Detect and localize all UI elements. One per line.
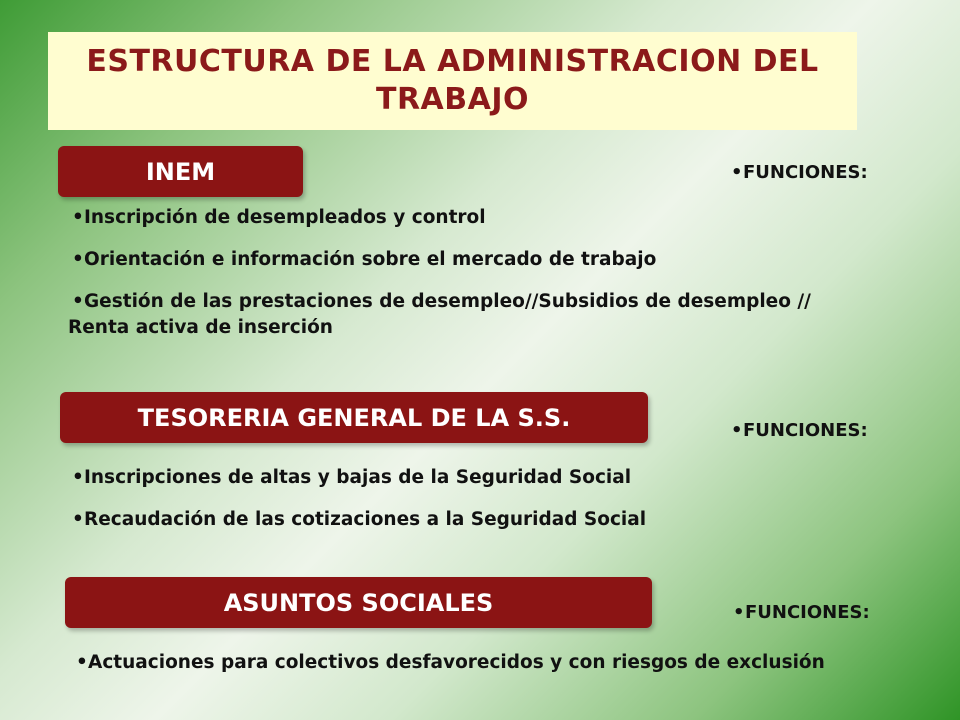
bullet-icon: •: [72, 249, 84, 270]
page-title: ESTRUCTURA DE LA ADMINISTRACION DEL TRABAJO: [86, 44, 819, 117]
bullet-icon: •: [72, 291, 84, 312]
bullet-icon: •: [733, 602, 745, 623]
list-item: [68, 289, 838, 341]
list-item-text: Gestión de las prestaciones de desempleo//Subsidios de desempleo // Renta activa de inserción: [68, 291, 811, 338]
funciones-text: FUNCIONES:: [743, 162, 868, 183]
inem-functions-list: [68, 205, 852, 341]
title-box: [48, 32, 857, 130]
list-item: [72, 205, 852, 231]
list-item: [76, 650, 896, 676]
funciones-text: FUNCIONES:: [745, 602, 870, 623]
section-label-text: TESORERIA GENERAL DE LA S.S.: [137, 403, 571, 432]
section-label-text: ASUNTOS SOCIALES: [223, 588, 494, 617]
funciones-label-tesoreria: [731, 420, 868, 441]
section-label-text: INEM: [145, 157, 216, 186]
list-item-text: Recaudación de las cotizaciones a la Seguridad Social: [84, 509, 647, 530]
list-item-text: Actuaciones para colectivos desfavorecidos y con riesgos de exclusión: [88, 652, 825, 673]
tesoreria-functions-list: [72, 465, 872, 533]
funciones-label-inem: [731, 162, 868, 183]
bullet-icon: •: [76, 652, 88, 673]
list-item: [72, 465, 872, 491]
section-label-tesoreria: [60, 392, 648, 443]
funciones-label-asuntos-sociales: [733, 602, 870, 623]
section-label-asuntos-sociales: [65, 577, 652, 628]
section-label-inem: [58, 146, 303, 197]
list-item-text: Inscripciones de altas y bajas de la Seguridad Social: [84, 467, 632, 488]
bullet-icon: •: [72, 509, 84, 530]
bullet-icon: •: [731, 420, 743, 441]
bullet-icon: •: [731, 162, 743, 183]
asuntos-sociales-functions-list: [76, 650, 896, 676]
list-item: [72, 507, 872, 533]
funciones-text: FUNCIONES:: [743, 420, 868, 441]
bullet-icon: •: [72, 467, 84, 488]
list-item-text: Orientación e información sobre el mercado de trabajo: [84, 249, 657, 270]
list-item-text: Inscripción de desempleados y control: [84, 207, 486, 228]
bullet-icon: •: [72, 207, 84, 228]
list-item: [72, 247, 852, 273]
